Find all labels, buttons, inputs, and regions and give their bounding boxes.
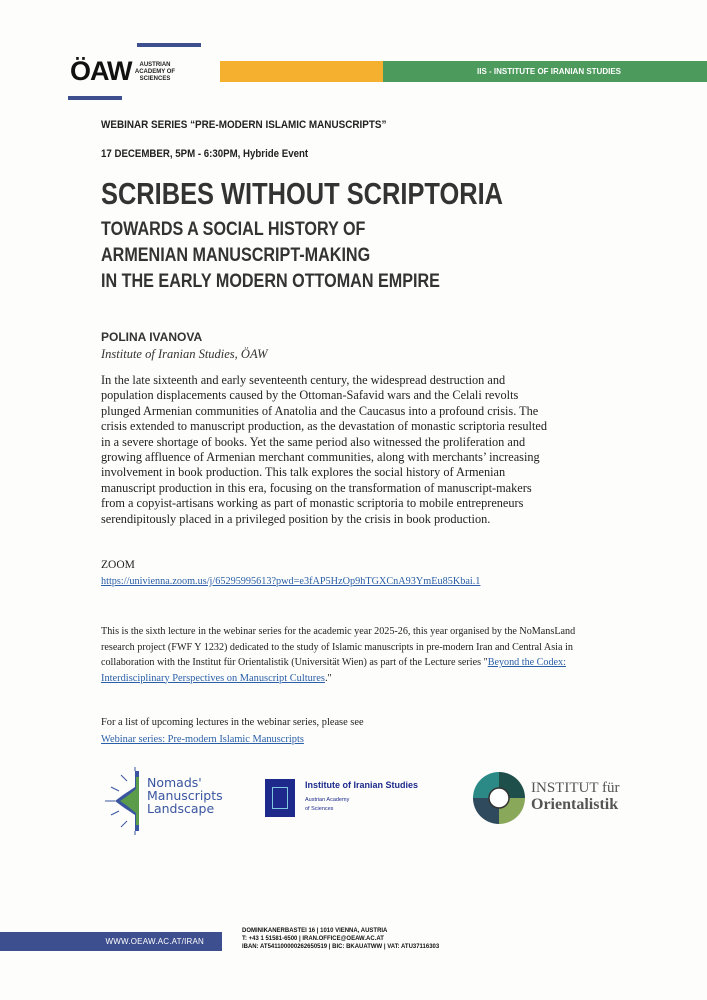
orientalistik-emblem-icon [473, 772, 525, 824]
event-subtitle [101, 217, 440, 295]
nomads-line: Landscape [147, 801, 215, 816]
footer-line: IBAN: AT541100000262650519 | BIC: BKAUATWW | VAT: ATU37116303 [242, 943, 440, 950]
footer-line: T: +43 1 51581-6500 | IRAN.OFFICE@OEAW.AC.AT [242, 935, 384, 942]
info-line: ." [324, 672, 332, 684]
subtitle-line: ARMENIAN MANUSCRIPT-MAKING [101, 245, 371, 266]
subtitle-line: AUSTRIAN [139, 62, 171, 68]
abstract-line: crisis extended to manuscript production, as the devastation of monastic scriptoria resulted [101, 419, 547, 434]
iis-sub: Austrian Academy [305, 797, 350, 803]
orientalistik-logo [473, 770, 633, 826]
event-title: SCRIBES WITHOUT SCRIPTORIA [101, 176, 504, 211]
abstract-line: from a copyist-artisans working as part of monastic scriptoria to mobile entrepreneurs [101, 496, 524, 511]
header-top-bar [137, 43, 201, 47]
orient-line2: Orientalistik [531, 796, 619, 813]
oeaw-logo: ÖAW [70, 56, 132, 86]
abstract-line: growing affluence of Armenian merchant communities, along with merchants’ increasing [101, 450, 540, 465]
orient-line1: INSTITUT für [531, 780, 620, 796]
footer-address [242, 927, 439, 951]
iis-emblem-icon [265, 779, 295, 817]
beyond-codex-link-cont[interactable]: Interdisciplinary Perspectives on Manuscript Cultures [101, 672, 325, 684]
footer-line: DOMINIKANERBASTEI 16 | 1010 VIENNA, AUSTRIA [242, 927, 388, 934]
speaker-affiliation: Institute of Iranian Studies, ÖAW [101, 347, 268, 361]
nomads-logo [105, 767, 235, 835]
institute-banner: IIS - INSTITUTE OF IRANIAN STUDIES [383, 61, 707, 82]
series-info [101, 624, 587, 686]
info-line: research project (FWF Y 1232) dedicated to the study of Islamic manuscripts in pre-modern Iran and Central Asia in [101, 641, 573, 653]
zoom-label: ZOOM [101, 559, 135, 571]
webinar-series-link[interactable]: Webinar series: Pre-modern Islamic Manuscripts [101, 734, 304, 745]
nomads-emblem-icon [105, 767, 145, 835]
zoom-link[interactable]: https://univienna.zoom.us/j/65295995613?pwd=e3fAP5HzOp9hTGXCnA93YmEu85Kbai.1 [101, 575, 481, 587]
abstract-line: in a severe shortage of books. Yet the same period also witnessed the proliferation and [101, 434, 526, 449]
info-line: This is the sixth lecture in the webinar series for the academic year 2025-26, this year organised by the NoMansLand [101, 626, 576, 637]
abstract-line: serendipitously placed in a privileged position by the crisis in book production. [101, 511, 491, 526]
event-date: 17 DECEMBER, 5PM - 6:30PM, Hybride Event [101, 148, 309, 160]
iis-sub: of Sciences [305, 806, 334, 812]
subtitle-line: SCIENCES [139, 76, 171, 82]
subtitle-line: TOWARDS A SOCIAL HISTORY OF [101, 219, 366, 240]
iis-title: Institute of Iranian Studies [305, 780, 419, 790]
nomads-line: Manuscripts [147, 788, 223, 803]
info-line: collaboration with the Institut für Orientalistik (Universität Wien) as part of the Lecture series " [101, 657, 488, 668]
abstract-line: population displacements caused by the Ottoman-Safavid wars and the Celali revolts [101, 388, 519, 403]
nomads-line: Nomads' [147, 775, 202, 790]
series-title: WEBINAR SERIES “PRE-MODERN ISLAMIC MANUSCRIPTS” [101, 119, 387, 131]
iis-logo [265, 779, 455, 819]
abstract-line: In the late sixteenth and early seventeenth century, the widespread destruction and [101, 373, 506, 387]
header-bottom-bar [68, 96, 122, 100]
speaker-name: POLINA IVANOVA [101, 330, 203, 344]
oeaw-logo-subtitle [133, 62, 177, 83]
abstract [101, 373, 547, 527]
header-orange-bar [220, 61, 383, 82]
subtitle-line: IN THE EARLY MODERN OTTOMAN EMPIRE [101, 271, 440, 292]
subtitle-line: ACADEMY OF [134, 69, 176, 75]
abstract-line: involvement in book production. This talk explores the social history of Armenian [101, 465, 506, 480]
abstract-line: plunged Armenian communities of Anatolia and the Caucasus into a profound crisis. The [101, 403, 539, 418]
abstract-line: manuscript production in this era, focusing on the transformation of manuscript-makers [101, 480, 532, 495]
upcoming-text: For a list of upcoming lectures in the webinar series, please see [101, 717, 364, 728]
beyond-codex-link[interactable]: Beyond the Codex: [487, 657, 566, 668]
footer-website-bar: WWW.OEAW.AC.AT/IRAN [0, 932, 222, 951]
